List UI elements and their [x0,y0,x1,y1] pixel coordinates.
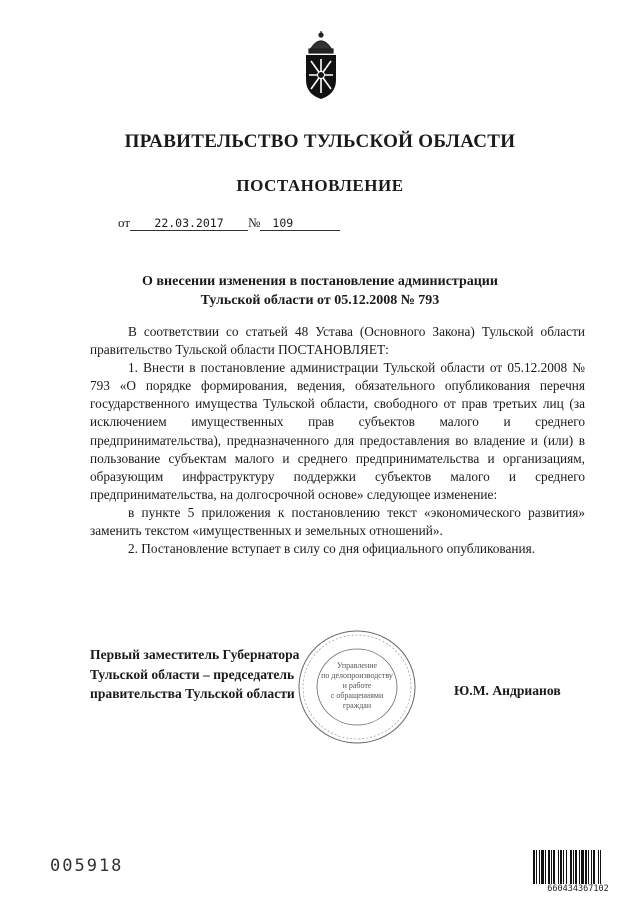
signatory-name: Ю.М. Андрианов [454,683,561,698]
number-prefix: № [248,215,261,230]
stamp-line-2: по делопроизводству [321,671,393,680]
barcode-bar [588,850,589,884]
document-subject [0,272,640,310]
document-date: 22.03.2017 [130,217,248,231]
barcode-bar [551,850,552,884]
stamp-line-1: Управление [336,661,378,670]
stamp-line-4: с обращениями [330,691,384,700]
subject-line-2: Тульской области от 05.12.2008 № 793 [200,293,440,308]
barcode-bar [575,850,577,884]
barcode-bar [536,850,537,884]
barcode-number: 660434367102 [547,884,609,894]
barcode-bar [600,850,601,884]
signatory-line-2: Тульской области – председатель [90,666,295,682]
signatory-line-1: Первый заместитель Губернатора [90,647,300,662]
barcode-bar [560,850,562,884]
barcode-bar [581,850,584,884]
body-paragraph-3: в пункте 5 приложения к постановлению текст «экономического развития» заменить текстом «имущественных и земельных отношений». [90,504,585,539]
stamp-line-5: граждан [342,701,372,710]
official-stamp [296,628,418,746]
body-paragraph-4: 2. Постановление вступает в силу со дня официального опубликования. [128,541,536,557]
body-paragraph-1: В соответствии со статьей 48 Устава (Основного Закона) Тульской области правительство Тульской области ПОСТАНОВЛЯЕТ: [90,324,585,358]
government-title: ПРАВИТЕЛЬСТВО ТУЛЬСКОЙ ОБЛАСТИ [124,131,516,152]
stamp-line-3: и работе [342,681,372,690]
barcode-bar [593,850,595,884]
barcode-bar [570,850,572,884]
signatory-line-3: правительства Тульской области [90,686,295,701]
barcode-bar [539,850,540,884]
barcode-bar [533,850,535,884]
serial-number: 005918 [50,856,124,876]
barcode-icon [532,850,624,884]
barcode-bar [563,850,564,884]
barcode-bar [566,850,567,884]
date-number-line [118,215,340,231]
subject-line-1: О внесении изменения в постановление администрации [142,274,498,289]
document-body [90,323,585,558]
barcode-bar [585,850,587,884]
barcode-bar [598,850,599,884]
stamp-seal-icon [296,628,418,746]
document-type: ПОСТАНОВЛЕНИЕ [236,176,404,195]
barcode-bar [591,850,592,884]
body-paragraph-2: 1. Внести в постановление администрации Тульской области от 05.12.2008 № 793 «О порядке формирования, ведения, обязательного опубликования перечня государственного имущества Тульской области, свободного от прав третьих лиц (за исключением имущественных прав субъектов малого и среднего предпринимательства), предназначенного для предоставления во владение и (или) в пользование субъектам малого и среднего предпринимательства и организациям, образующим инфраструктуру поддержки субъектов малого и среднего предпринимательства, на долгосрочной основе» следующее изменение: [90,360,585,502]
barcode-bar [579,850,580,884]
date-prefix: от [118,215,131,230]
barcode-bar [545,850,546,884]
document-number: 109 [260,217,340,231]
barcode-bar [548,850,550,884]
signatory-position [90,645,299,704]
barcode-bar [558,850,559,884]
barcode-bar [553,850,555,884]
coat-of-arms-emblem [300,30,342,100]
barcode-bar [541,850,544,884]
barcode-bar [573,850,574,884]
